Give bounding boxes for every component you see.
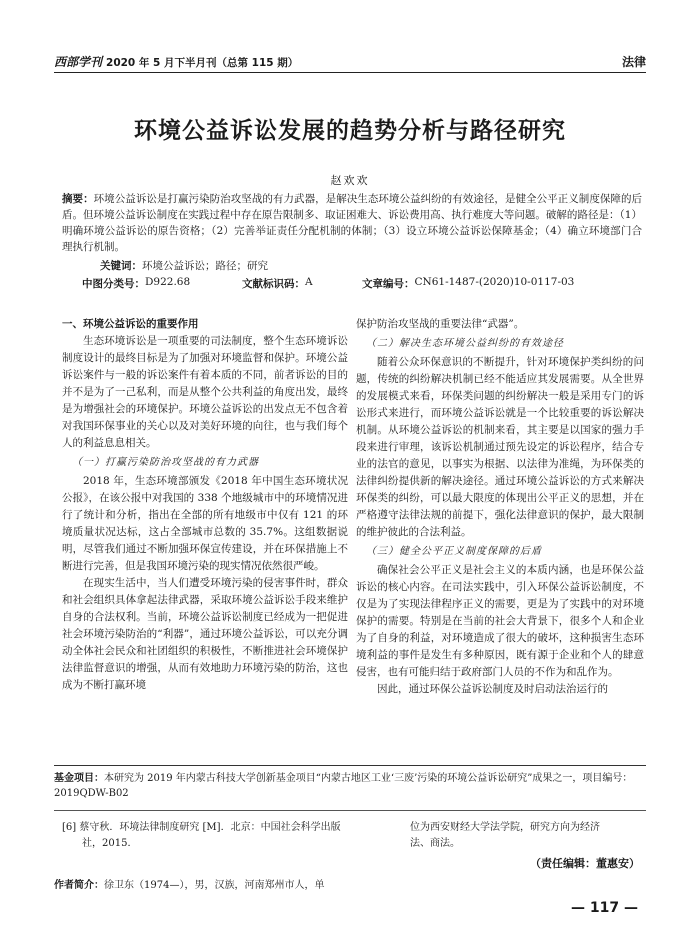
bio-line: 法、商法。: [410, 838, 460, 849]
paragraph: 在现实生活中，当人们遭受环境污染的侵害事件时，群众和社会组织具体拿起法律武器，采取环境公益诉讼手段来维护自身的合法权利。当前，环境公益诉讼制度已经成为一把促进社会环境污染防治的“利器”，通过环境公益诉讼，可以充分调动全体社会民众和社团组织的积极性，不断推进社会环境保护法律监督意识的增强，从而有效地助力环境污染的防治，这也成为不断打赢环境: [62, 577, 348, 691]
reference-item: [62, 820, 348, 852]
bio-label: 作者简介：: [54, 880, 104, 891]
abstract-text: 环境公益诉讼是打赢污染防治攻坚战的有力武器，是解决生态环境公益纠纷的有效途径，是健全公平正义制度保障的后盾。但环境公益诉讼制度在实践过程中存在原告限制多、取证困难大、诉讼费用高、执行难度大等问题。破解的路径是：（1）明确环境公益诉讼的原告资格；（2）完善举证责任分配机制的体制；（3）设立环境公益诉讼保障基金；（4）确立环境部门合理执行机制。: [62, 193, 642, 253]
page-number: — 117 —: [571, 900, 638, 916]
clc-label: 中图分类号：: [82, 278, 145, 290]
funding-label: 基金项目：: [54, 773, 104, 784]
issue-info: 2020 年 5 月下半月刊（总第 115 期）: [106, 57, 299, 69]
paragraph: 因此，通过环保公益诉讼制度及时启动法治运行的: [377, 683, 608, 695]
funding-text: 本研究为 2019 年内蒙古科技大学创新基金项目“内蒙古地区工业‘三废’污染的环境公益诉讼研究”成果之一，项目编号：2019QDW-B02: [54, 773, 633, 799]
clc-value: D922.68: [145, 276, 191, 288]
paragraph: 确保社会公平正义是社会主义的本质内涵，也是环保公益诉讼的核心内容。在司法实践中，引入环保公益诉讼制度，不仅是为了实现法律程序正义的需要，更是为了实践中的对环境保护的需要。特别是在当前的社会大背景下，很多个人和企业为了自身的利益，对环境造成了很大的破坏，这种损害生态环境利益的事件是发生有多种原因，既有源于企业和个人的肆意侵害，也有可能归结于政府部门人员的不作为和乱作为。: [356, 564, 644, 678]
keywords: [100, 258, 642, 273]
page-header: [54, 52, 646, 70]
subheading-1: （一）打赢污染防治攻坚战的有力武器: [72, 457, 259, 468]
author-bio: [54, 876, 324, 891]
article-no-field: [362, 276, 575, 291]
footnote-divider: [54, 765, 646, 766]
article-author: 赵欢欢: [330, 174, 370, 187]
article-no-value: CN61-1487-(2020)10-0117-03: [414, 276, 575, 288]
header-divider: [54, 72, 646, 73]
paragraph-continued: 保护防治攻坚战的重要法律“武器”。: [356, 318, 525, 330]
abstract-label: 摘要：: [62, 193, 94, 205]
doc-code-label: 文献标识码：: [242, 278, 305, 290]
paragraph: 随着公众环保意识的不断提升，针对环境保护类纠纷的问题，传统的纠纷解决机制已经不能适应其发展需要。从全世界的发展模式来看，环保类问题的纠纷解决一般是采用专门的诉讼形式来进行，而环境公益诉讼就是一个比较重要的诉讼解决机制。从环境公益诉讼的机制来看，其主要是以国家的强力手段来进行审理，该诉讼机制通过预先设定的诉讼程序，结合专业的法官的意见，以事实为根据、以法律为准绳，为环保类的法律纠纷提供新的解决途径。通过环境公益诉讼的方式来解决环保类的纠纷，可以最大限度的体现出公平正义的思想，并在严格遵守法律法规的前提下，强化法律意识的保护，最大限制的维护彼此的合法利益。: [356, 356, 644, 538]
bio-text: 徐卫东（1974—），男，汉族，河南郑州市人，单: [104, 880, 325, 891]
keywords-label: 关键词：: [100, 260, 142, 272]
reference-line: 社，2015．: [82, 838, 138, 849]
paragraph: 2018 年，生态环境部颁发《2018 年中国生态环境状况公报》，在该公报中对我国的 338 个地级城市中的环境情况进行了统计和分析，指出在全部的所有地级市中仅有 121 的环境质量状况达标，这占全部城市总数的 35.7%。这组数据说明，尽管我们通过不断加强环保宣传建设，并在环保措施上不断进行完善，但是我国环境污染的现实情况依然很严峻。: [62, 475, 348, 572]
doc-code-field: [242, 276, 313, 291]
doc-code-value: A: [305, 276, 313, 288]
body-right-column: [356, 316, 644, 698]
keywords-text: 环境公益诉讼；路径；研究: [142, 260, 268, 272]
references-divider: [54, 810, 646, 811]
article-title: 环境公益诉讼发展的趋势分析与路径研究: [134, 117, 566, 144]
author-bio-continued: [410, 820, 650, 852]
paragraph: 生态环境诉讼是一项重要的司法制度，整个生态环境诉讼制度设计的最终目标是为了加强对环境监督和保护。环境公益诉讼案件与一般的诉讼案件有着本质的不同，前者诉讼的目的并不是为了一己私利，而是从整个公共利益的角度出发，最终是为增强社会的环境保护。环境公益诉讼的出发点无不包含着对我国环保事业的关心以及对美好环境的向往，也与我们每个人的利益息息相关。: [62, 335, 348, 449]
section-heading-1: 一、环境公益诉讼的重要作用: [62, 318, 199, 330]
clc-field: [82, 276, 191, 291]
abstract: [62, 191, 642, 255]
body-left-column: [62, 316, 348, 694]
header-left: [54, 53, 298, 70]
article-no-label: 文章编号：: [362, 278, 415, 290]
journal-logo: 西部学刊: [54, 55, 103, 69]
funding-note: [54, 771, 640, 801]
subheading-2: （二）解决生态环境公益纠纷的有效途径: [366, 338, 564, 349]
subheading-3: （三）健全公平正义制度保障的后盾: [366, 546, 542, 557]
bio-line: 位为西安财经大学法学院，研究方向为经济: [410, 822, 600, 833]
reference-line: [6] 蔡守秋．环境法律制度研究 [M]．北京：中国社会科学出版: [62, 822, 341, 833]
responsible-editor: （责任编辑：董惠安）: [530, 857, 640, 870]
section-name: 法律: [621, 55, 646, 69]
